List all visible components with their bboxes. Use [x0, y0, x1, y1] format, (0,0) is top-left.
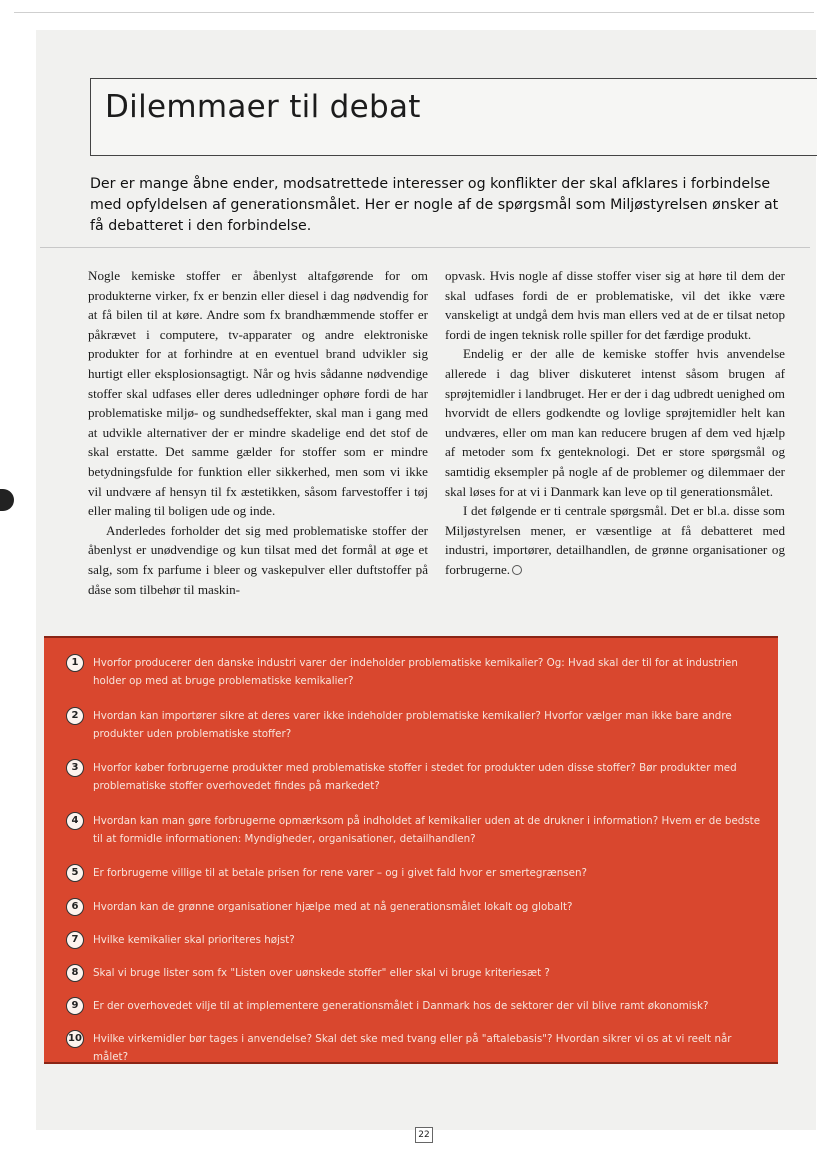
scan-top-edge: [14, 12, 814, 13]
question-number-badge: 1: [66, 654, 84, 672]
questions-box: [44, 636, 778, 1064]
question-number-badge: 4: [66, 812, 84, 830]
question-number-badge: 8: [66, 964, 84, 982]
question-text: Hvordan kan importører sikre at deres varer ikke indeholder problematiske kemikalier? Hvorfor vælger man ikke bare andre produkter uden problematiske stoffer?: [93, 710, 732, 740]
body-paragraph: Endelig er der alle de kemiske stoffer hvis anvendelse allerede i dag bliver diskuteret intenst såsom brugen af sprøjtemidler i landbruget. Her er der i dag udbredt uenighed om hvorvidt de ellers godkendte og lovlige sprøjtemidler helt kan undværes, eller om man kan reducere brugen af dem ved hjælp af metoder som fx genteknologi. Det er store spørgsmål og samtidig eksempler på nogle af de problemer og dilemmaer der skal løses for at vi i Danmark kan leve op til generationsmålet.: [445, 346, 785, 499]
question-number-badge: 5: [66, 864, 84, 882]
question-text: Hvilke kemikalier skal prioriteres højst?: [93, 934, 295, 946]
question-number-badge: 7: [66, 931, 84, 949]
question-text: Hvilke virkemidler bør tages i anvendelse? Skal det ske med tvang eller på "aftalebasis"? Hvordan sikrer vi os at vi reelt når målet?: [93, 1033, 732, 1063]
question-text: Skal vi bruge lister som fx "Listen over uønskede stoffer" eller skal vi bruge kriteriesæt ?: [93, 967, 550, 979]
body-column-right: [445, 266, 785, 580]
question-text: Hvorfor køber forbrugerne produkter med problematiske stoffer i stedet for produkter uden disse stoffer? Bør produkter med problematiske stoffer overhovedet findes på markedet?: [93, 762, 737, 792]
question-text: Er forbrugerne villige til at betale prisen for rene varer – og i givet fald hvor er smertegrænsen?: [93, 867, 587, 879]
page-title: Dilemmaer til debat: [105, 89, 421, 125]
end-mark-icon: [512, 565, 522, 575]
question-number-badge: 10: [66, 1030, 84, 1048]
body-paragraph-text: I det følgende er ti centrale spørgsmål. Det er bl.a. disse som Miljøstyrelsen mener, er væsentlige at få debatteret med industri, importører, detailhandlen, de grønne organisationer og forbrugerne.: [445, 503, 785, 577]
body-column-left: [88, 266, 428, 599]
question-text: Hvordan kan de grønne organisationer hjælpe med at nå generationsmålet lokalt og globalt?: [93, 901, 573, 913]
question-number-badge: 3: [66, 759, 84, 777]
body-paragraph: Nogle kemiske stoffer er åbenlyst altafgørende for om produkterne virker, fx er benzin eller diesel i dag nødvendig for at få bilen til at køre. Andre som fx brandhæmmende stoffer er påkrævet i computere, tv-apparater og andre elektroniske produkter for at forhindre at en eventuel brand udvikler sig hurtigt eller eksplosionsagtigt. Når og hvis sådanne nødvendige stoffer skal udfases eller deres udledninger ophøre fordi de har problematiske miljø- og sundhedseffekter, skal man i gang med at udvikle alternativer der er mindre skadelige end det stof de skal erstatte. Det samme gælder for stoffer som er mindre betydningsfulde for funktion eller sikkerhed, men som vi ikke vil undvære af hensyn til fx æstetikken, såsom farvestoffer i tøj eller maling til boligen ude og inde.: [88, 268, 428, 519]
body-paragraph: Anderledes forholder det sig med problematiske stoffer der åbenlyst er unødvendige og kun tilsat med det formål at øge et salg, som fx parfume i bleer og vaskepulver eller duftstoffer på dåse som tilbehør til maskin-: [88, 522, 428, 597]
question-text: Hvordan kan man gøre forbrugerne opmærksom på indholdet af kemikalier uden at de drukner i information? Hvem er de bedste til at formidle informationen: Myndigheder, organisationer, detailhandlen?: [93, 815, 761, 845]
page-number: 22: [415, 1127, 433, 1143]
binder-hole-mark: [0, 489, 14, 511]
intro-paragraph: Der er mange åbne ender, modsatrettede interesser og konflikter der skal afklares i forbindelse med opfyldelsen af generationsmålet. Her er nogle af de spørgsmål som Miljøstyrelsen ønsker at få debatteret i den forbindelse.: [90, 176, 779, 234]
question-number-badge: 6: [66, 898, 84, 916]
question-number-badge: 9: [66, 997, 84, 1015]
body-paragraph-last: [445, 501, 785, 579]
question-text: Er der overhovedet vilje til at implementere generationsmålet i Danmark hos de sektorer der vil blive ramt økonomisk?: [93, 1000, 709, 1012]
question-number-badge: 2: [66, 707, 84, 725]
body-paragraph: opvask. Hvis nogle af disse stoffer viser sig at høre til dem der skal udfases fordi de er problematiske, vil det ikke være vanskeligt at undgå dem hvis man ellers ved at de er tilsat netop fordi de ingen teknisk rolle spiller for det færdige produkt.: [445, 268, 785, 342]
section-divider: [40, 247, 810, 248]
question-text: Hvorfor producerer den danske industri varer der indeholder problematiske kemikalier? Og: Hvad skal der til for at industrien holder op med at bruge problematiske kemikalier?: [93, 657, 738, 687]
title-box: [90, 78, 817, 156]
